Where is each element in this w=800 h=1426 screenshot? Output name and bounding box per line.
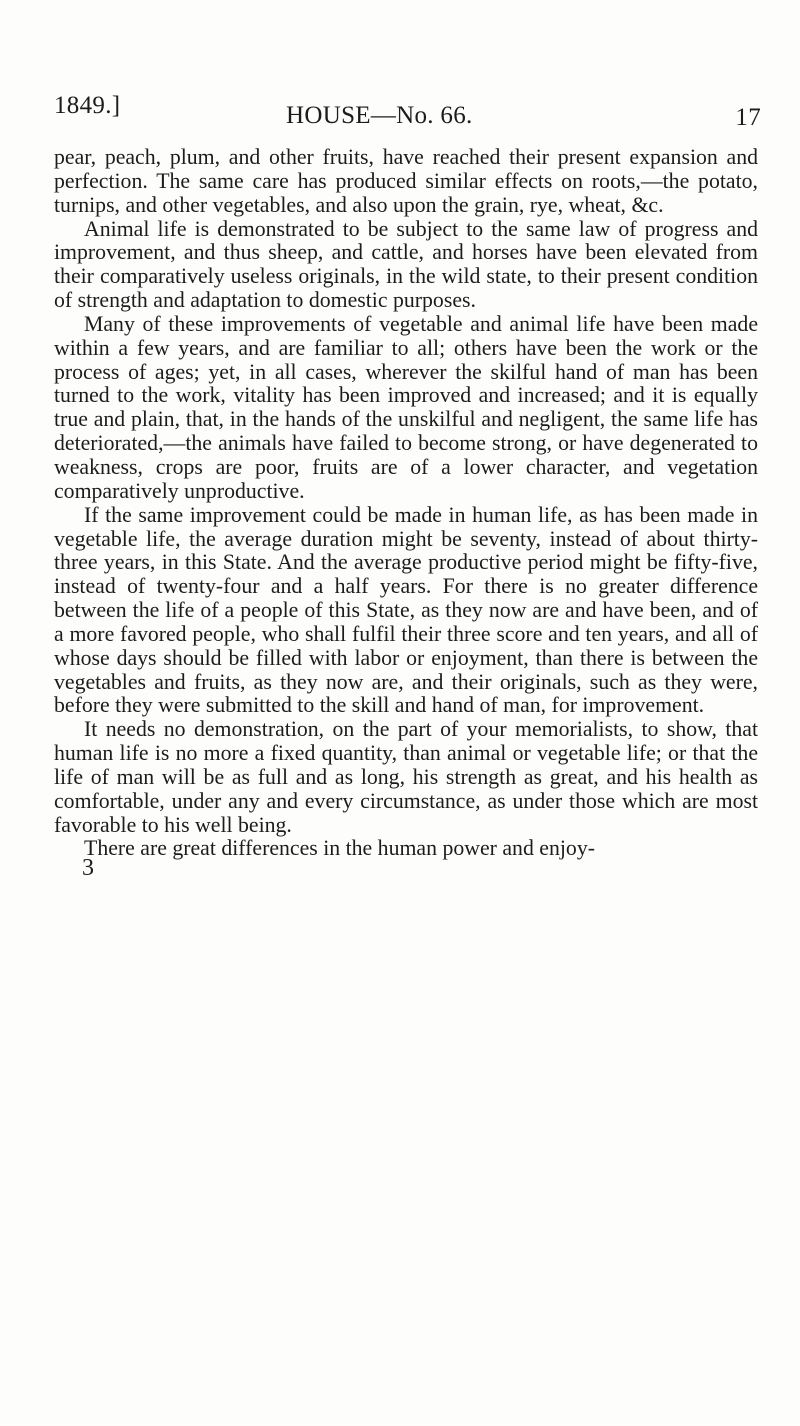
paragraph-differences: There are great differences in the human power and enjoy- xyxy=(84,836,595,861)
paragraph-improvements: Many of these improvements of vegetable and animal life have been made within a few years, and are familiar to all; others have been the work or the process of ages; yet, in all cases, wherever the skilful hand of man has been turned to the work, vitality has been improved and increased; and it is equally true and plain, that, in the hands of the unskilful and negligent, the same life has deteriorated,—the animals have failed to become strong, or have degenerated to weakness, crops are poor, fruits are of a lower character, and vegetation comparatively unproductive. xyxy=(54,311,758,503)
header-title: HOUSE—No. 66. xyxy=(286,102,473,129)
running-head xyxy=(54,92,761,132)
page-number: 17 xyxy=(735,104,761,131)
paragraph-human-life: If the same improvement could be made in human life, as has been made in vegetable life, the average duration might be seventy, instead of about thirty-three years, in this State. And the average productive period might be fifty-five, instead of twenty-four and a half years. For there is no greater difference between the life of a people of this State, as they now are and have been, and of a more favored people, who shall fulfil their three score and ten years, and all of whose days should be filled with labor or enjoyment, than there is between the vegetables and fruits, as they now are, and their originals, such as they were, before they were submitted to the skill and hand of man, for improvement. xyxy=(54,502,758,718)
header-year: 1849.] xyxy=(54,92,121,119)
body-text xyxy=(54,146,758,861)
paragraph-animal-life: Animal life is demonstrated to be subject to the same law of progress and improvement, and thus sheep, and cattle, and horses have been elevated from their comparatively useless originals, in the wild state, to their present condition of strength and adaptation to domestic purposes. xyxy=(54,216,758,313)
signature-mark: 3 xyxy=(82,855,94,881)
paragraph-fruits: pear, peach, plum, and other fruits, have reached their present expansion and perfection. The same care has produced similar effects on roots,—the potato, turnips, and other vegetables, and also upon the grain, rye, wheat, &c. xyxy=(54,145,758,217)
paragraph-demonstration: It needs no demonstration, on the part of your memorialists, to show, that human life is no more a fixed quantity, than animal or vegetable life; or that the life of man will be as full and as long, his strength as great, and his health as comfortable, under any and every circumstance, as under those which are most favorable to his well being. xyxy=(54,717,758,837)
